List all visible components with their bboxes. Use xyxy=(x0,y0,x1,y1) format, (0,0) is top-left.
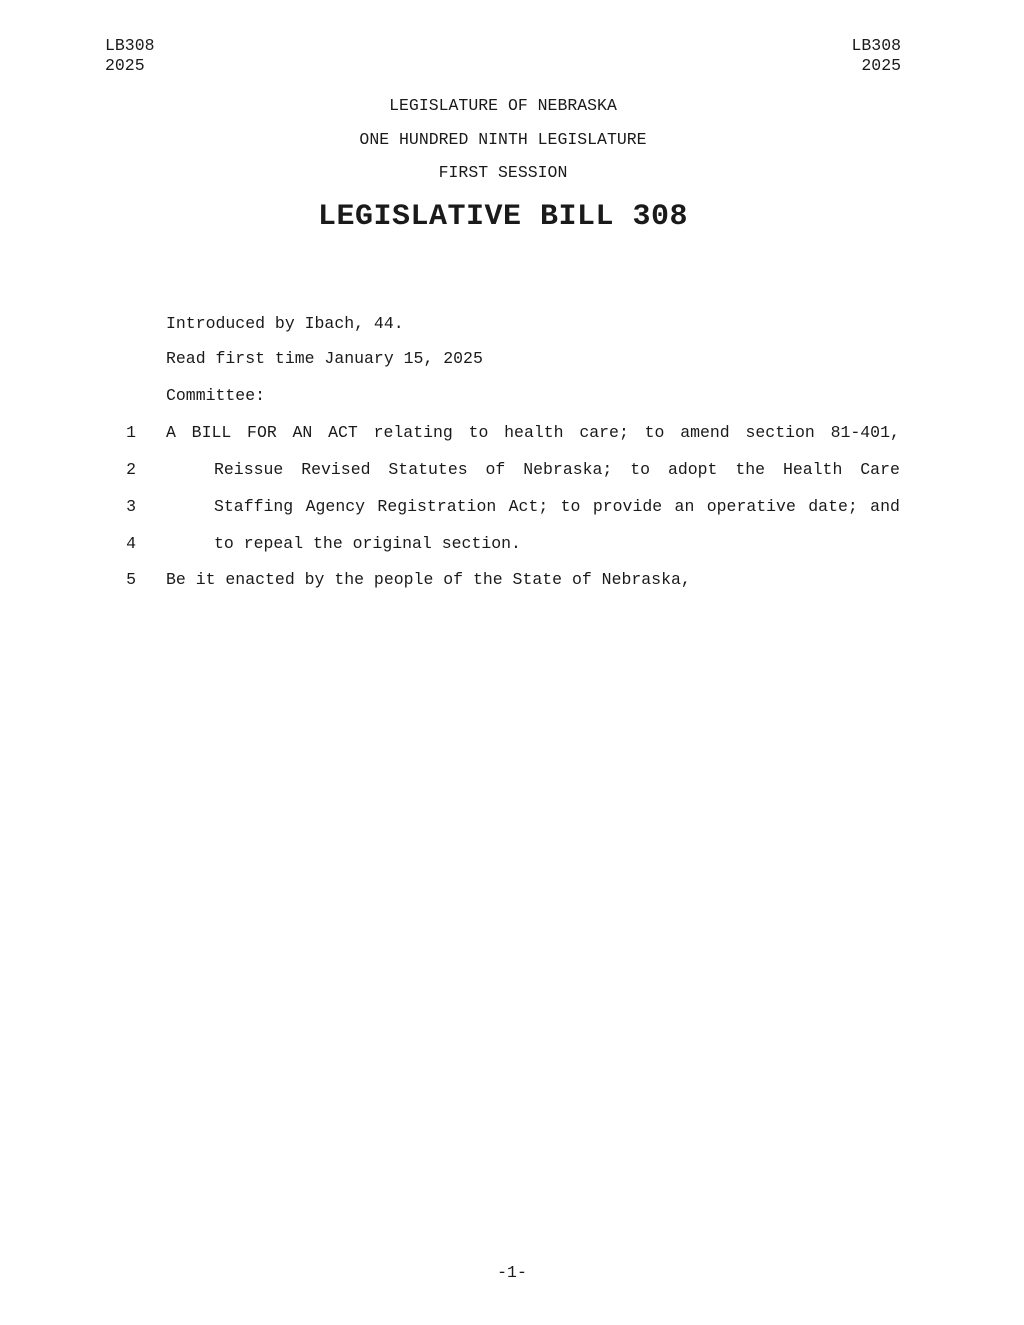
bill-word: health xyxy=(504,423,564,442)
header-left-bill: LB308 xyxy=(105,36,155,55)
bill-word: AN xyxy=(292,423,313,442)
bill-word: Staffing xyxy=(214,497,294,516)
bill-word: date; xyxy=(808,497,858,516)
bill-word: ACT xyxy=(328,423,358,442)
bill-word: Revised xyxy=(301,460,371,479)
bill-text-line-3 xyxy=(214,497,900,516)
header-right-bill: LB308 xyxy=(851,36,901,55)
enacting-clause: Be it enacted by the people of the State of Nebraska, xyxy=(166,570,691,589)
read-first-time: Read first time January 15, 2025 xyxy=(166,349,483,368)
bill-word: relating xyxy=(373,423,453,442)
bill-text-line-1 xyxy=(166,423,900,442)
bill-word: Care xyxy=(860,460,900,479)
bill-word: and xyxy=(870,497,900,516)
line-number: 2 xyxy=(126,460,136,479)
bill-word: BILL xyxy=(191,423,232,442)
bill-word: Reissue xyxy=(214,460,284,479)
bill-word: Health xyxy=(782,460,843,479)
bill-word: the xyxy=(735,460,766,479)
bill-word: Act; xyxy=(508,497,549,516)
bill-text-line-2 xyxy=(214,460,900,479)
bill-text-line-4: to repeal the original section. xyxy=(214,534,521,553)
legislature-number: ONE HUNDRED NINTH LEGISLATURE xyxy=(359,130,647,149)
bill-word: to xyxy=(468,423,489,442)
bill-word: operative xyxy=(706,497,796,516)
bill-word: Registration xyxy=(377,497,497,516)
bill-word: 81-401, xyxy=(830,423,900,442)
line-number: 4 xyxy=(126,534,136,553)
committee-label: Committee: xyxy=(166,386,266,405)
bill-word: an xyxy=(674,497,695,516)
legislature-name: LEGISLATURE OF NEBRASKA xyxy=(389,96,617,115)
header-left-year: 2025 xyxy=(105,56,145,75)
session-name: FIRST SESSION xyxy=(438,163,568,182)
bill-word: FOR xyxy=(247,423,277,442)
page-number: -1- xyxy=(497,1263,527,1282)
header-right xyxy=(851,36,901,76)
bill-word: adopt xyxy=(667,460,718,479)
bill-word: to xyxy=(560,497,581,516)
header-left xyxy=(105,36,155,76)
bill-word: Agency xyxy=(305,497,366,516)
introduced-by: Introduced by Ibach, 44. xyxy=(166,314,404,333)
line-number: 3 xyxy=(126,497,136,516)
line-number: 5 xyxy=(126,570,136,589)
bill-word: Nebraska; xyxy=(523,460,613,479)
bill-word: to xyxy=(644,423,665,442)
bill-word: provide xyxy=(592,497,663,516)
bill-title: LEGISLATIVE BILL 308 xyxy=(317,200,689,234)
header-right-year: 2025 xyxy=(861,56,901,75)
bill-word: section xyxy=(745,423,815,442)
bill-word: A xyxy=(166,423,176,442)
line-number: 1 xyxy=(126,423,136,442)
bill-word: care; xyxy=(579,423,629,442)
bill-word: to xyxy=(630,460,651,479)
bill-word: amend xyxy=(680,423,730,442)
bill-word: of xyxy=(485,460,506,479)
bill-word: Statutes xyxy=(388,460,468,479)
